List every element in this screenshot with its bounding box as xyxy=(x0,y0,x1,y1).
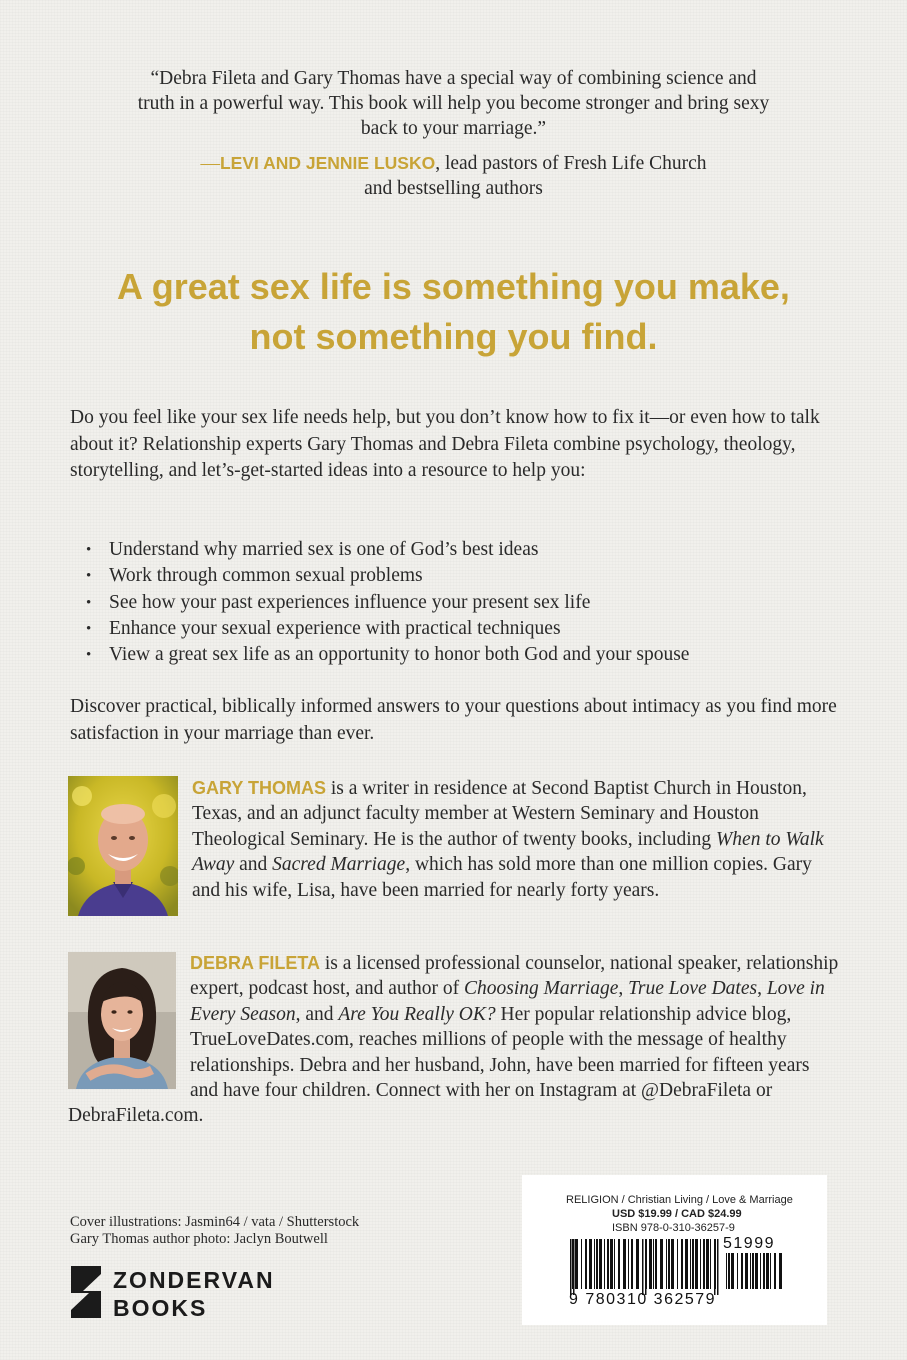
list-item: • Understand why married sex is one of God’s best ideas xyxy=(86,537,689,563)
quote-line-1: “Debra Fileta and Gary Thomas have a special way of combining science and xyxy=(150,68,757,89)
zondervan-books-logo xyxy=(71,1264,321,1320)
endorser-name: LEVI AND JENNIE LUSKO xyxy=(219,153,436,173)
closing-paragraph: Discover practical, biblically informed answers to your questions about intimacy as you find more satisfaction in your marriage than ever. xyxy=(70,696,837,744)
publisher-imprint: BOOKS xyxy=(113,1295,208,1320)
list-item: • See how your past experiences influence your present sex life xyxy=(86,590,689,616)
book-title: Sacred Marriage xyxy=(272,854,406,876)
gary-thomas-name: GARY THOMAS xyxy=(192,778,327,798)
author-bio-debra: DEBRA FILETA is a licensed professional counselor, national speaker, relationship expert, podcast host, and author of Choosing Marriage, True Love Dates, Love in Every Season, and Are You Really OK? Her popular relationship advice blog, TrueLoveDates.com, reaches millions of people with the message of healthy relationships. Debra and her husband, John, have been married for fifteen years and have four children. Connect with her on Instagram at @DebraFileta or DebraFileta.com. xyxy=(68,953,839,1127)
isbn-label: ISBN 978-0-310-36257-9 xyxy=(612,1222,735,1234)
quote-line-3: back to your marriage.” xyxy=(360,118,547,139)
list-item: • View a great sex life as an opportunity to honor both God and your spouse xyxy=(86,642,689,668)
image-credits xyxy=(70,1214,359,1248)
intro-paragraph: Do you feel like your sex life needs help, but you don’t know how to fix it—or even how to talk about it? Relationship experts Gary Thomas and Debra Fileta combine psychology, theology, storytelling, and let’s-get-started ideas into a resource to help you: xyxy=(70,407,820,481)
gary-thomas-photo xyxy=(68,776,178,916)
book-title: True Love Dates xyxy=(628,978,758,1000)
headline xyxy=(40,262,867,362)
quote-line-2: truth in a powerful way. This book will help you become stronger and bring sexy xyxy=(137,93,770,114)
author-bio-gary: GARY THOMAS is a writer in residence at Second Baptist Church in Houston, Texas, and an adjunct faculty member at Western Seminary and Houston Theological Seminary. He is the author of twenty books, including When to Walk Away and Sacred Marriage, which has sold more than one million copies. Gary and his wife, Lisa, have been married for nearly forty years. xyxy=(68,776,842,920)
headline-line-1: A great sex life is something you make, xyxy=(117,266,790,307)
zondervan-mark-icon xyxy=(71,1266,101,1318)
barcode-panel xyxy=(522,1175,827,1325)
book-title: Are You Really OK? xyxy=(338,1003,496,1025)
book-title: Love in Every Season xyxy=(190,978,825,1025)
price-addon-digits: 51999 xyxy=(723,1235,775,1252)
quote-attribution: —LEVI AND JENNIE LUSKO, lead pastors of Fresh Life Church and bestselling authors xyxy=(200,153,707,199)
endorsement-quote xyxy=(60,66,847,201)
debra-fileta-name: DEBRA FILETA xyxy=(190,953,320,973)
price-label: USD $19.99 / CAD $24.99 xyxy=(612,1208,742,1220)
list-item: • Enhance your sexual experience with practical techniques xyxy=(86,616,689,642)
book-title: Choosing Marriage xyxy=(464,978,619,1000)
book-title: When to Walk Away xyxy=(192,828,824,876)
list-item: • Work through common sexual problems xyxy=(86,563,689,589)
headline-line-2: not something you find. xyxy=(249,316,658,357)
author-photo-credit: Gary Thomas author photo: Jaclyn Boutwell xyxy=(70,1231,328,1247)
debra-fileta-photo xyxy=(68,952,176,1089)
cover-illustration-credit: Cover illustrations: Jasmin64 / vata / Shutterstock xyxy=(70,1214,360,1230)
barcode-digits: 9 780310 362579 xyxy=(569,1291,717,1308)
bisac-category: RELIGION / Christian Living / Love & Marriage xyxy=(566,1194,793,1206)
publisher-name: ZONDERVAN xyxy=(113,1267,275,1293)
benefits-list xyxy=(86,537,689,668)
